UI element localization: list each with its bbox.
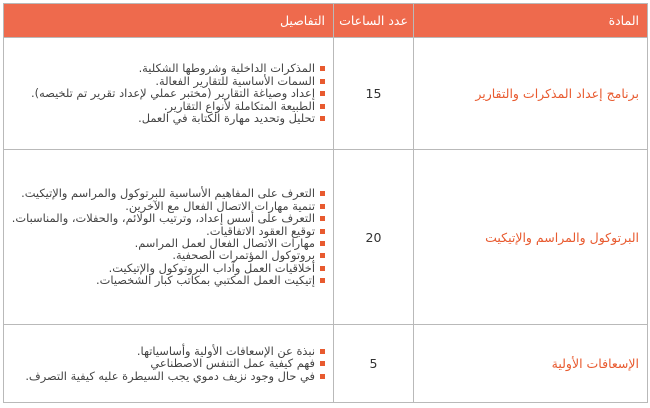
header-hours: عدد الساعات bbox=[334, 4, 414, 38]
row-subject: البرتوكول والمراسم والإتيكيت bbox=[414, 150, 648, 325]
details-list bbox=[8, 345, 327, 382]
row-details bbox=[4, 325, 334, 403]
detail-item: فهم كيفية عمل التنفس الاصطناعي bbox=[8, 357, 315, 369]
row-subject: الإسعافات الأولية bbox=[414, 325, 648, 403]
detail-item: التعرف على المفاهيم الأساسية للبرتوكول والمراسم والإتيكيت. bbox=[8, 187, 315, 199]
detail-item: إعداد وصياغة التقارير (مختبر عملي لإعداد تقرير تم تلخيصه). bbox=[8, 87, 315, 99]
detail-item: تحليل وتحديد مهارة الكتابة في العمل. bbox=[8, 112, 315, 124]
row-hours: 5 bbox=[334, 325, 414, 403]
detail-item: مهارات الاتصال الفعال لعمل المراسم. bbox=[8, 237, 315, 249]
course-table bbox=[3, 3, 648, 403]
detail-item: الطبيعة المتكاملة لأنواع التقارير. bbox=[8, 100, 315, 112]
table-row bbox=[4, 38, 648, 150]
table-header-row bbox=[4, 4, 648, 38]
detail-item: السمات الأساسية للتقارير الفعالة. bbox=[8, 75, 315, 87]
detail-item: في حال وجود نزيف دموي يجب السيطرة عليه كيفية التصرف. bbox=[8, 370, 315, 382]
row-details bbox=[4, 38, 334, 150]
detail-item: التعرف على أسس إعداد، وترتيب الولائم، والحفلات، والمناسبات. bbox=[8, 212, 315, 224]
table-row bbox=[4, 150, 648, 325]
header-details: التفاصيل bbox=[4, 4, 334, 38]
detail-item: إتيكيت العمل المكتبي بمكاتب كبار الشخصيات. bbox=[8, 274, 315, 286]
details-list bbox=[8, 62, 327, 124]
detail-item: نبذة عن الإسعافات الأولية وأساسياتها. bbox=[8, 345, 315, 357]
details-list bbox=[8, 187, 327, 286]
detail-item: تنمية مهارات الاتصال الفعال مع الآخرين. bbox=[8, 200, 315, 212]
detail-item: أخلاقيات العمل وآداب البروتوكول والإتيكيت. bbox=[8, 262, 315, 274]
detail-item: المذكرات الداخلية وشروطها الشكلية. bbox=[8, 62, 315, 74]
detail-item: توقيع العقود الاتفاقيات. bbox=[8, 225, 315, 237]
row-subject: برنامج إعداد المذكرات والتقارير bbox=[414, 38, 648, 150]
header-subject: المادة bbox=[414, 4, 648, 38]
detail-item: بروتوكول المؤتمرات الصحفية. bbox=[8, 249, 315, 261]
course-table-container bbox=[3, 3, 647, 403]
table-row bbox=[4, 325, 648, 403]
row-details bbox=[4, 150, 334, 325]
row-hours: 15 bbox=[334, 38, 414, 150]
row-hours: 20 bbox=[334, 150, 414, 325]
